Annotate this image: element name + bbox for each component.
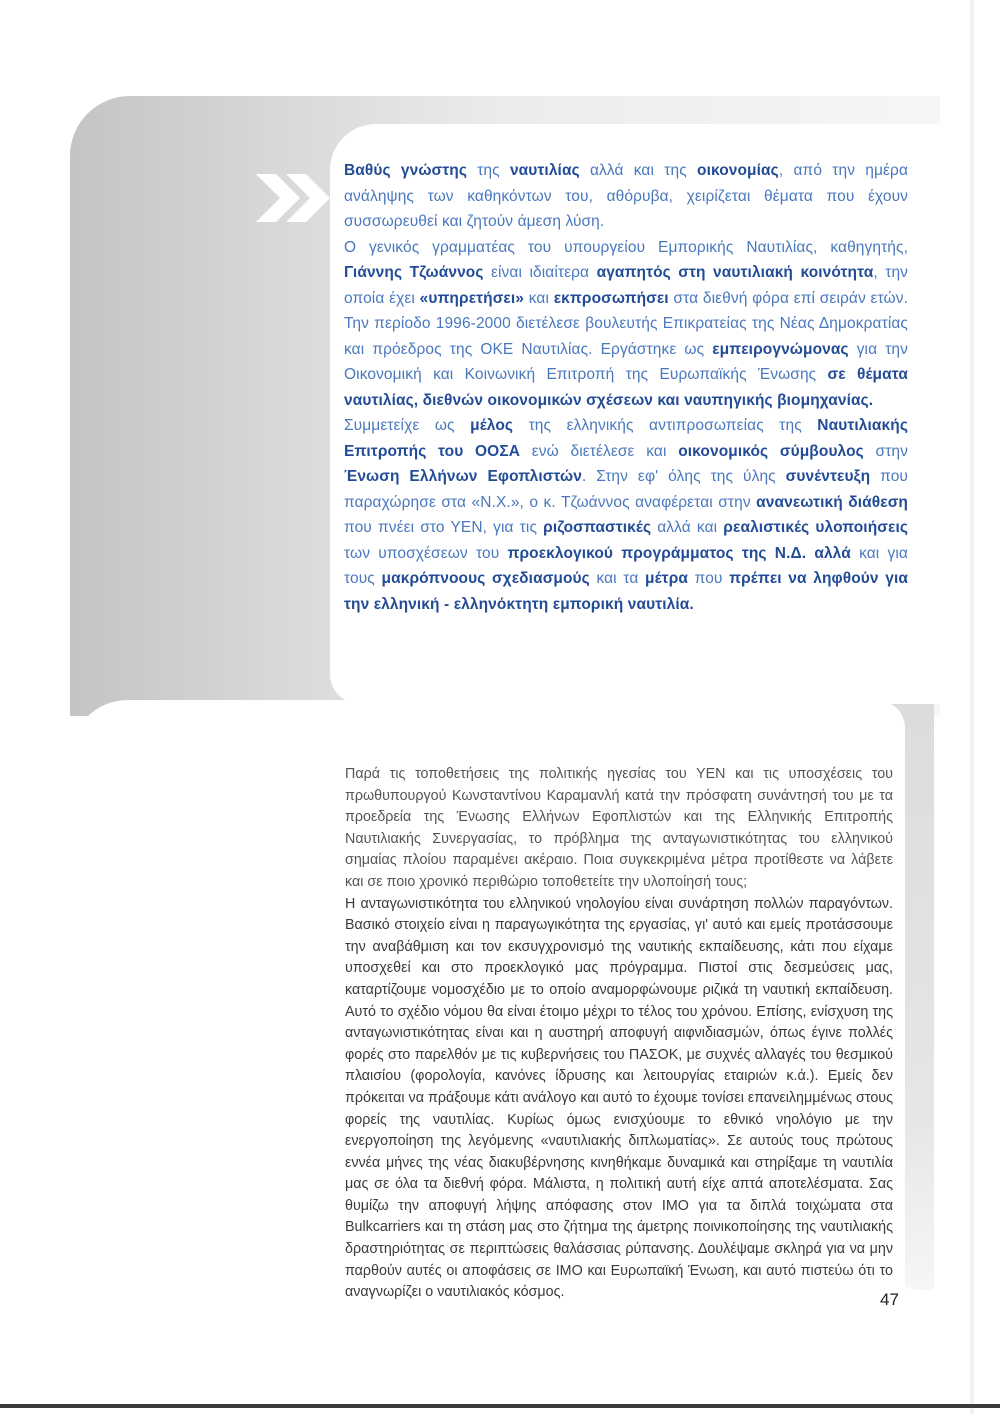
emphasis-text: ριζοσπαστικές bbox=[543, 519, 652, 536]
regular-text: αλλά και bbox=[651, 519, 724, 536]
participation-paragraph bbox=[344, 413, 908, 617]
regular-text: και για τους bbox=[344, 544, 908, 587]
emphasis-text: οικονομίας bbox=[697, 162, 779, 179]
regular-text: στα διεθνή φόρα επί σειράν ετών. Την περίοδο 1996-2000 διετέλεσε βουλευτής Επικρατείας της Νέας Δημοκρατίας και πρόεδρος της ΟΚΕ Ναυτιλίας. Εργάστηκε ως bbox=[344, 289, 908, 358]
emphasis-text: εκπροσωπήσει bbox=[553, 289, 669, 307]
interview-answer: Η ανταγωνιστικότητα του ελληνικού νηολογίου είναι συνάρτηση πολλών παραγόντων. Βασικό στοιχείο είναι η παραγωγικότητα της εργασίας, γι' αυτό και εμείς προτάσσουμε την αναβάθμιση και τον εκσυγχρονισμό της ναυτικής εκπαίδευσης, κάτι που είχαμε υποσχεθεί και στο προεκλογικό μας πρόγραμμα. Πιστοί στις δεσμεύσεις μας, καταρτίζουμε νομοσχέδιο με το οποίο αναμορφώνουμε ριζικά τη ναυτική εκπαίδευση. Αυτό το σχέδιο νόμου θα είναι έτοιμο μέχρι το τέλος του χρόνου. Επίσης, ενίσχυση της ανταγωνιστικότητας είναι και η αυστηρή αποφυγή αιφνιδιασμών, όπως έγινε πολλές φορές στο παρελθόν με τις κυβερνήσεις του ΠΑΣΟΚ, με συχνές αλλαγές του θεσμικού πλαισίου (φορολογία, κανόνες ίδρυσης και λειτουργίας εταιριών κ.ά.). Εμείς δεν πρόκειται να πράξουμε κάτι ανάλογο και αυτό το έχουμε τονίσει επανειλημμένως στους φορείς της ναυτιλίας. Κυρίως όμως ενισχύουμε το εθνικό νηολόγιο με την ενεργοποίηση της λεγόμενης «ναυτιλιακής διπλωματίας». Σε αυτούς τους πρώτους εννέα μήνες της νέας διακυβέρνησης κινηθήκαμε δυναμικά και στηρίξαμε τη ναυτιλία μας σε όλα τα διεθνή φόρα. Μάλιστα, η πολιτική αυτή είχε απτά αποτελέσματα. Σας θυμίζω την αποφυγή λήψης απόφασης στον ΙΜΟ για τα διπλά τοιχώματα στα Bulkcarriers και τη στάση μας στο ζήτημα της άμετρης ποινικοποίησης της ναυτιλιακής δραστηριότητας σε περιπτώσεις θαλάσσιας ρύπανσης. Δουλέψαμε σκληρά για να μην παρθούν αυτές οι αποφάσεις σε ΙΜΟ και Ευρωπαϊκή Ένωση, και αυτό πιστεύω ότι το αναγνωρίζει ο ναυτιλιακός κόσμος. bbox=[345, 895, 893, 1301]
interview-question: Παρά τις τοποθετήσεις της πολιτικής ηγεσίας του ΥΕΝ και τις υποσχέσεις του πρωθυπουργού Κωνσταντίνου Καραμανλή κατά την πρόσφατη συνάντησή του με τα προεδρεία της Ένωσης Ελλήνων Εφοπλιστών και της Ελληνικής Επιτροπής Ναυτιλιακής Συνεργασίας, το πρόβλημα της ανταγωνιστικότητας του ελληνικού σημαίας πλοίου παραμένει ακέραιο. Ποια συγκεκριμένα μέτρα προτίθεστε να λάβετε και σε ποιο χρονικό περιθώριο τοποθετείτε την υλοποίησή τους; bbox=[345, 766, 893, 890]
emphasis-text: Γιάννης Τζωάννος bbox=[344, 264, 484, 281]
regular-text: αλλά και της bbox=[579, 162, 697, 179]
regular-text: , την οποία έχει bbox=[344, 264, 909, 307]
emphasis-text: συνέντευξη bbox=[785, 468, 871, 485]
regular-text: που πνέει στο ΥΕΝ, για τις bbox=[344, 519, 544, 536]
page-edge bbox=[970, 0, 974, 1414]
emphasis-text: σε θέματα ναυτιλίας, διεθνών οικονομικών σχέσεων και ναυπηγικής βιομηχανίας. bbox=[344, 366, 908, 409]
regular-text: της ελληνικής αντιπροσωπείας της bbox=[513, 417, 818, 434]
regular-text: που παραχώρησε στα «Ν.Χ.», ο κ. Τζωάννος αναφέρεται στην bbox=[344, 468, 909, 511]
regular-text: των υποσχέσεων του bbox=[344, 544, 508, 562]
emphasis-text: Ένωση Ελλήνων Εφοπλιστών bbox=[344, 468, 582, 485]
quotation-mark-icon bbox=[252, 168, 332, 228]
bio-paragraph bbox=[344, 235, 908, 414]
regular-text: . Στην εφ' όλης της ύλης bbox=[581, 468, 786, 485]
intro-highlight-text bbox=[344, 158, 908, 617]
intro-paragraph bbox=[344, 158, 908, 235]
emphasis-text: οικονομικός σύμβουλος bbox=[678, 442, 864, 460]
regular-text: , από την ημέρα ανάληψης των καθηκόντων του, αθόρυβα, χειρίζεται θέματα που έχουν συσσωρευθεί και ζητούν άμεση λύση. bbox=[344, 162, 909, 230]
emphasis-text: αγαπητός στη ναυτιλιακή κοινότητα bbox=[596, 264, 874, 281]
regular-text: Συμμετείχε ως bbox=[344, 417, 471, 434]
emphasis-text: Ναυτιλιακής Επιτροπής του ΟΟΣΑ bbox=[344, 417, 908, 460]
regular-text: και bbox=[524, 289, 554, 307]
regular-text: Ο γενικός γραμματέας του υπουργείου Εμπορικής Ναυτιλίας, καθηγητής, bbox=[344, 238, 908, 256]
regular-text: στην bbox=[863, 442, 908, 460]
interview-body bbox=[345, 764, 893, 1304]
page-number: 47 bbox=[880, 1290, 899, 1309]
emphasis-text: ναυτιλίας bbox=[509, 162, 580, 179]
regular-text: ενώ διετέλεσε και bbox=[520, 442, 679, 460]
regular-text: και τα bbox=[589, 570, 645, 587]
emphasis-text: ρεαλιστικές υλοποιήσεις bbox=[723, 519, 909, 536]
emphasis-text: πρέπει να ληφθούν για την ελληνική - ελληνόκτητη εμπορική ναυτιλία. bbox=[344, 570, 908, 613]
bottom-rule bbox=[0, 1404, 1000, 1408]
regular-text: για την Οικονομική και Κοινωνική Επιτροπή της Ευρωπαϊκής Ένωσης bbox=[344, 340, 908, 383]
emphasis-text: ανανεωτική διάθεση bbox=[756, 493, 908, 511]
emphasis-text: Βαθύς γνώστης bbox=[344, 162, 467, 179]
emphasis-text: μέτρα bbox=[645, 570, 689, 587]
regular-text: είναι ιδιαίτερα bbox=[483, 264, 597, 281]
regular-text: που bbox=[688, 570, 730, 587]
emphasis-text: προεκλογικού προγράμματος της Ν.Δ. αλλά bbox=[507, 544, 851, 562]
emphasis-text: εμπειρογνώμονας bbox=[712, 340, 849, 358]
emphasis-text: «υπηρετήσει» bbox=[419, 289, 525, 307]
emphasis-text: μακρόπνοους σχεδιασμούς bbox=[381, 570, 590, 587]
regular-text: της bbox=[466, 162, 510, 179]
emphasis-text: μέλος bbox=[470, 417, 514, 434]
